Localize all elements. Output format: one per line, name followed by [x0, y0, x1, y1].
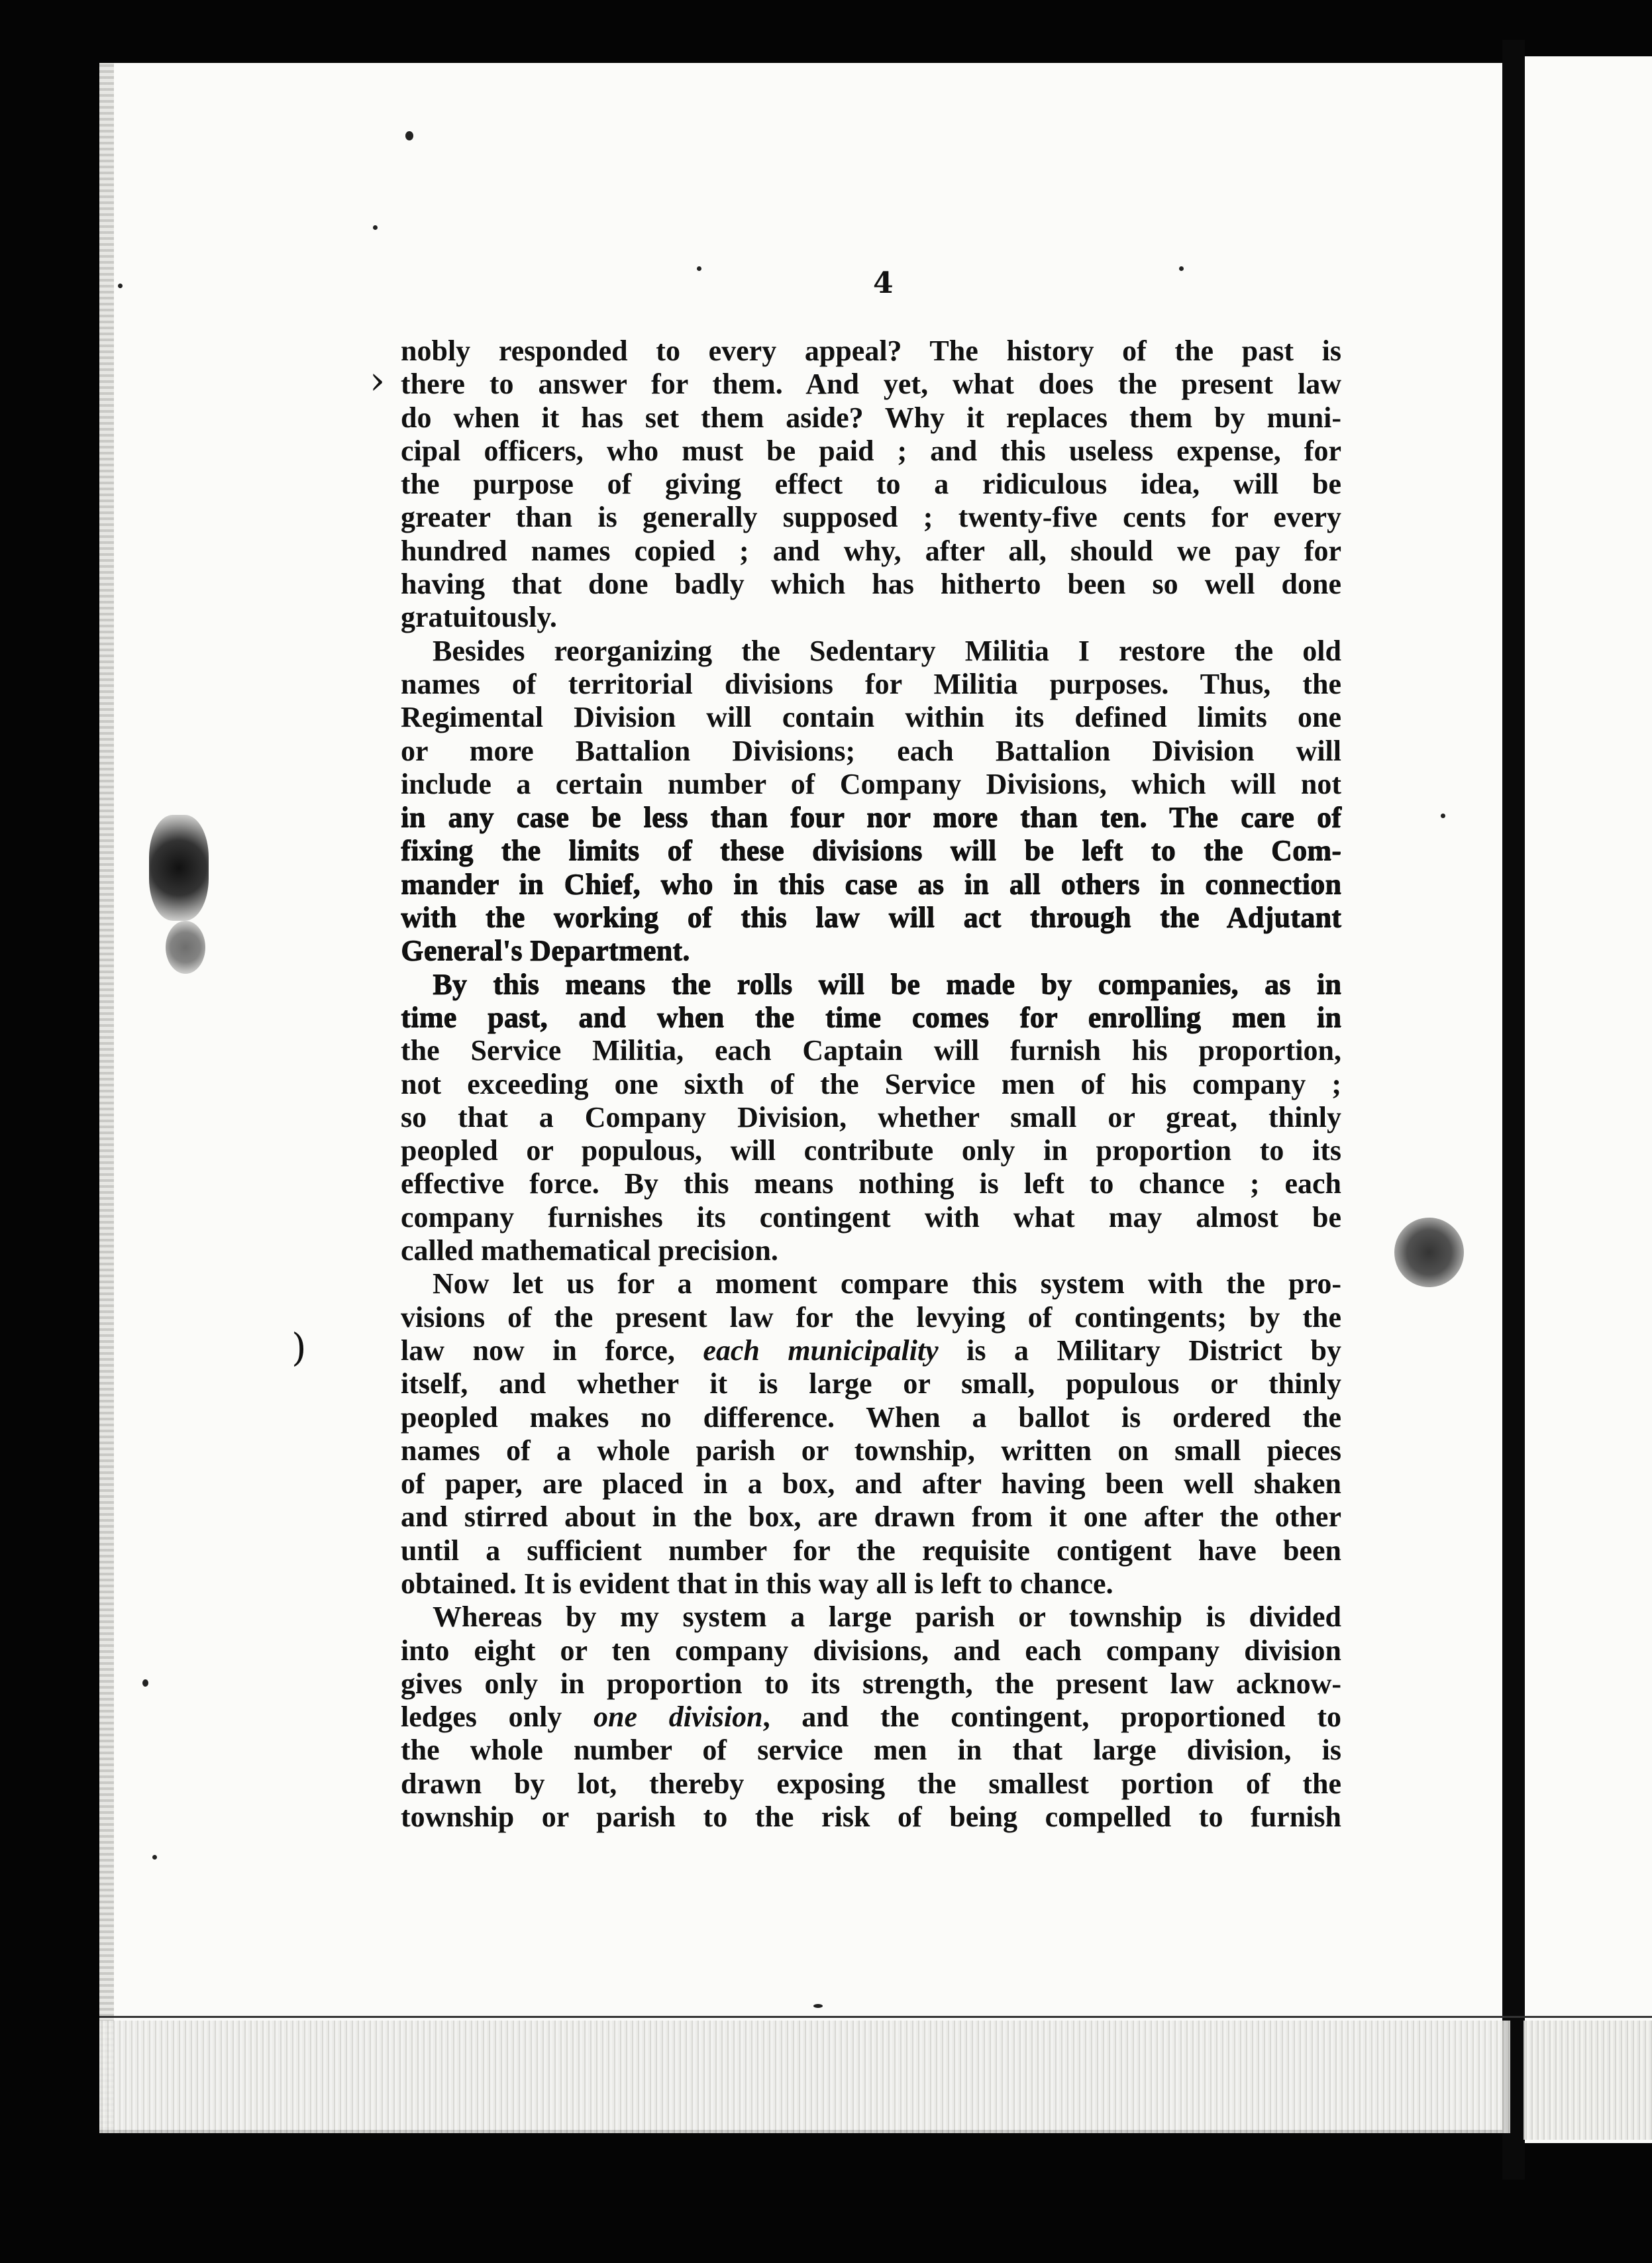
- page-gutter: [1502, 40, 1525, 2180]
- text-line: hundred names copied ; and why, after all, should we pay for: [401, 534, 1341, 567]
- ink-blot-left-small: [166, 921, 205, 974]
- text-line: nobly responded to every appeal? The history of the past is: [401, 335, 1341, 367]
- text-line: By this means the rolls will be made by companies, as in: [433, 967, 1341, 1000]
- text-line: cipal officers, who must be paid ; and this useless expense, for: [401, 434, 1341, 467]
- text-line: mander in Chief, who in this case as in all others in connection: [401, 867, 1341, 900]
- page-left-edge: [99, 63, 114, 2130]
- text-line: greater than is generally supposed ; twenty-five cents for every: [401, 501, 1341, 534]
- text-line: until a sufficient number for the requisite contigent have been: [401, 1534, 1341, 1567]
- text-line: gives only in proportion to its strength, the present law acknow-: [401, 1667, 1341, 1700]
- speck-2: [697, 266, 701, 271]
- text-line: not exceeding one sixth of the Service men of his company ;: [401, 1067, 1341, 1100]
- text-line: the Service Militia, each Captain will furnish his proportion,: [401, 1034, 1341, 1067]
- body-text: [401, 335, 1341, 1834]
- text-line: Now let us for a moment compare this system with the pro-: [433, 1267, 1341, 1300]
- speck-8: [813, 2004, 823, 2008]
- text-line: visions of the present law for the levying of contingents; by the: [401, 1300, 1341, 1334]
- text-line: in any case be less than four nor more than ten. The care of: [401, 801, 1341, 834]
- text-line: of paper, are placed in a box, and after having been well shaken: [401, 1467, 1341, 1500]
- speck-5: [1441, 814, 1445, 818]
- text-line: township or parish to the risk of being compelled to furnish: [401, 1801, 1341, 1834]
- text-line: General's Department.: [401, 934, 690, 967]
- text-line: the whole number of service men in that large division, is: [401, 1734, 1341, 1767]
- text-line: itself, and whether it is large or small, populous or thinly: [401, 1367, 1341, 1400]
- speck-4: [373, 225, 378, 230]
- speck-1: [405, 131, 413, 140]
- speck-9: [118, 284, 123, 288]
- text-line: drawn by lot, thereby exposing the smallest portion of the: [401, 1767, 1341, 1800]
- text-line: Besides reorganizing the Sedentary Militia I restore the old: [433, 634, 1341, 667]
- italic-phrase: each municipality: [703, 1334, 939, 1367]
- text-line: or more Battalion Divisions; each Battalion Division will: [401, 734, 1341, 767]
- text-line: there to answer for them. And yet, what does the present law: [401, 368, 1341, 401]
- text-line: so that a Company Division, whether small or great, thinly: [401, 1100, 1341, 1133]
- adjacent-page-bottom-noise: [1523, 2021, 1652, 2140]
- speck-7: [152, 1855, 157, 1860]
- margin-paren-mark: ): [291, 1325, 307, 1370]
- text-line: called mathematical precision.: [401, 1234, 778, 1267]
- text-line: gratuitously.: [401, 601, 557, 634]
- text-line: time past, and when the time comes for enrolling men in: [401, 1000, 1341, 1033]
- text-line: having that done badly which has hitherto been so well done: [401, 568, 1341, 601]
- text-line: peopled makes no difference. When a ballot is ordered the: [401, 1400, 1341, 1434]
- text-line: with the working of this law will act through the Adjutant: [401, 901, 1341, 934]
- text-line: include a certain number of Company Divisions, which will not: [401, 767, 1341, 800]
- text-line: Whereas by my system a large parish or township is divided: [433, 1601, 1341, 1634]
- page-number: 4: [873, 266, 894, 300]
- text-line: do when it has set them aside? Why it replaces them by muni-: [401, 401, 1341, 434]
- text-line: fixing the limits of these divisions will be left to the Com-: [401, 834, 1341, 867]
- text-line: Regimental Division will contain within its defined limits one: [401, 701, 1341, 734]
- text-line: into eight or ten company divisions, and each company division: [401, 1634, 1341, 1667]
- text-line: law now in force, each municipality is a Military District by: [401, 1334, 1341, 1367]
- text-line: peopled or populous, will contribute only in proportion to its: [401, 1134, 1341, 1167]
- ink-blot-left: [149, 815, 209, 921]
- text-line: ledges only one division, and the contingent, proportioned to: [401, 1701, 1341, 1734]
- text-line: names of territorial divisions for Militia purposes. Thus, the: [401, 667, 1341, 700]
- speck-6: [142, 1679, 148, 1687]
- ink-blot-right: [1394, 1218, 1464, 1287]
- text-line: the purpose of giving effect to a ridiculous idea, will be: [401, 468, 1341, 501]
- page-bottom-noise: [99, 2021, 1510, 2133]
- scan-divider-line: [99, 2016, 1652, 2018]
- margin-angle-mark-top: ›: [370, 358, 386, 403]
- text-line: obtained. It is evident that in this way all is left to chance.: [401, 1567, 1113, 1600]
- italic-phrase: one division: [594, 1701, 763, 1734]
- text-line: company furnishes its contingent with what may almost be: [401, 1200, 1341, 1234]
- text-line: names of a whole parish or township, written on small pieces: [401, 1434, 1341, 1467]
- speck-3: [1179, 266, 1184, 271]
- text-line: and stirred about in the box, are drawn from it one after the other: [401, 1500, 1341, 1534]
- text-line: effective force. By this means nothing is left to chance ; each: [401, 1167, 1341, 1200]
- adjacent-page-strip: [1523, 56, 1652, 2143]
